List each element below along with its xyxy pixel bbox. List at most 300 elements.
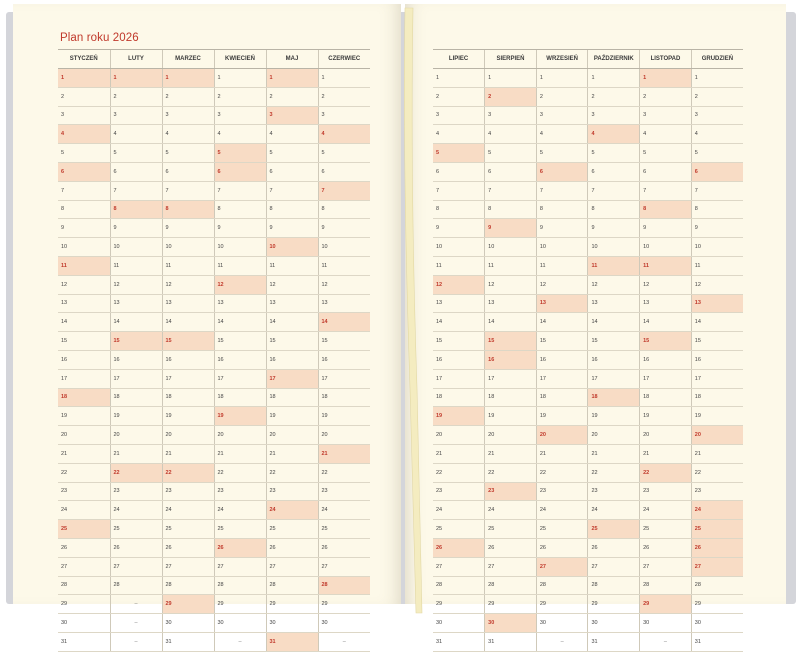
day-cell: 14	[536, 313, 588, 332]
day-cell: 23	[214, 482, 266, 501]
day-cell: 14	[214, 313, 266, 332]
day-cell: 19	[433, 407, 485, 426]
day-row	[433, 520, 743, 539]
day-cell: 25	[536, 520, 588, 539]
day-cell: 15	[318, 332, 370, 351]
day-cell: 24	[536, 501, 588, 520]
day-cell: 28	[214, 576, 266, 595]
day-cell: 5	[536, 144, 588, 163]
day-cell: 17	[433, 369, 485, 388]
day-cell: 23	[640, 482, 692, 501]
day-row	[433, 426, 743, 445]
day-row	[58, 181, 370, 200]
day-cell: 24	[266, 501, 318, 520]
empty-day-cell: –	[110, 614, 162, 633]
day-cell: 16	[214, 350, 266, 369]
day-row	[58, 275, 370, 294]
month-header: LUTY	[110, 50, 162, 69]
day-cell: 12	[162, 275, 214, 294]
day-cell: 25	[588, 520, 640, 539]
day-cell: 13	[640, 294, 692, 313]
day-cell: 12	[318, 275, 370, 294]
day-cell: 30	[162, 614, 214, 633]
day-cell: 24	[433, 501, 485, 520]
day-cell: 8	[214, 200, 266, 219]
day-cell: 2	[640, 87, 692, 106]
day-cell: 11	[691, 256, 743, 275]
day-cell: 13	[318, 294, 370, 313]
day-cell: 29	[162, 595, 214, 614]
day-cell: 4	[162, 125, 214, 144]
empty-day-cell: –	[110, 632, 162, 651]
day-cell: 13	[266, 294, 318, 313]
day-row	[433, 369, 743, 388]
day-cell: 12	[266, 275, 318, 294]
day-cell: 8	[536, 200, 588, 219]
day-cell: 28	[110, 576, 162, 595]
day-cell: 16	[266, 350, 318, 369]
day-cell: 3	[640, 106, 692, 125]
day-cell: 1	[588, 69, 640, 88]
day-cell: 9	[162, 219, 214, 238]
day-cell: 9	[588, 219, 640, 238]
month-header: CZERWIEC	[318, 50, 370, 69]
day-cell: 5	[588, 144, 640, 163]
day-cell: 25	[640, 520, 692, 539]
day-cell: 2	[266, 87, 318, 106]
day-cell: 11	[162, 256, 214, 275]
day-cell: 13	[588, 294, 640, 313]
day-cell: 28	[318, 576, 370, 595]
day-cell: 21	[691, 444, 743, 463]
day-cell: 29	[640, 595, 692, 614]
day-cell: 29	[318, 595, 370, 614]
month-header-row	[58, 50, 370, 69]
day-cell: 7	[691, 181, 743, 200]
day-cell: 15	[110, 332, 162, 351]
day-cell: 11	[318, 256, 370, 275]
day-cell: 22	[433, 463, 485, 482]
day-cell: 26	[433, 538, 485, 557]
day-cell: 15	[691, 332, 743, 351]
day-cell: 3	[214, 106, 266, 125]
day-cell: 6	[58, 162, 110, 181]
day-cell: 8	[58, 200, 110, 219]
day-cell: 31	[58, 632, 110, 651]
day-cell: 13	[214, 294, 266, 313]
day-cell: 13	[58, 294, 110, 313]
day-cell: 22	[214, 463, 266, 482]
month-header: LISTOPAD	[640, 50, 692, 69]
day-cell: 7	[318, 181, 370, 200]
day-cell: 19	[266, 407, 318, 426]
day-cell: 14	[640, 313, 692, 332]
day-cell: 26	[640, 538, 692, 557]
day-cell: 30	[588, 614, 640, 633]
day-cell: 16	[58, 350, 110, 369]
day-cell: 18	[58, 388, 110, 407]
day-cell: 14	[266, 313, 318, 332]
day-cell: 27	[162, 557, 214, 576]
day-cell: 18	[588, 388, 640, 407]
day-cell: 8	[162, 200, 214, 219]
month-header: GRUDZIEŃ	[691, 50, 743, 69]
day-cell: 17	[318, 369, 370, 388]
day-cell: 8	[588, 200, 640, 219]
day-cell: 21	[318, 444, 370, 463]
day-cell: 21	[485, 444, 537, 463]
day-cell: 3	[318, 106, 370, 125]
day-cell: 18	[640, 388, 692, 407]
day-row	[58, 538, 370, 557]
day-cell: 30	[214, 614, 266, 633]
day-row	[433, 69, 743, 88]
day-cell: 25	[318, 520, 370, 539]
day-cell: 5	[318, 144, 370, 163]
day-cell: 16	[691, 350, 743, 369]
day-cell: 11	[110, 256, 162, 275]
day-cell: 20	[110, 426, 162, 445]
day-cell: 30	[485, 614, 537, 633]
day-cell: 1	[536, 69, 588, 88]
day-cell: 19	[640, 407, 692, 426]
day-cell: 15	[588, 332, 640, 351]
day-row	[433, 181, 743, 200]
day-cell: 15	[58, 332, 110, 351]
day-cell: 11	[640, 256, 692, 275]
day-cell: 19	[110, 407, 162, 426]
day-cell: 9	[691, 219, 743, 238]
day-cell: 20	[485, 426, 537, 445]
day-cell: 31	[485, 632, 537, 651]
day-cell: 19	[318, 407, 370, 426]
day-cell: 6	[640, 162, 692, 181]
day-cell: 15	[214, 332, 266, 351]
day-cell: 6	[485, 162, 537, 181]
day-cell: 30	[640, 614, 692, 633]
day-cell: 7	[536, 181, 588, 200]
day-cell: 1	[640, 69, 692, 88]
day-cell: 2	[691, 87, 743, 106]
day-cell: 30	[691, 614, 743, 633]
day-cell: 31	[162, 632, 214, 651]
day-cell: 15	[485, 332, 537, 351]
day-cell: 22	[536, 463, 588, 482]
day-cell: 18	[266, 388, 318, 407]
day-cell: 25	[266, 520, 318, 539]
day-cell: 22	[485, 463, 537, 482]
day-row	[58, 87, 370, 106]
day-cell: 9	[266, 219, 318, 238]
day-cell: 19	[588, 407, 640, 426]
month-header: SIERPIEŃ	[485, 50, 537, 69]
day-cell: 12	[214, 275, 266, 294]
day-cell: 24	[588, 501, 640, 520]
day-cell: 6	[214, 162, 266, 181]
day-row	[58, 313, 370, 332]
day-cell: 25	[691, 520, 743, 539]
day-cell: 4	[588, 125, 640, 144]
day-cell: 19	[58, 407, 110, 426]
day-cell: 7	[433, 181, 485, 200]
day-cell: 28	[640, 576, 692, 595]
month-header: PAŹDZIERNIK	[588, 50, 640, 69]
day-row	[433, 632, 743, 651]
day-cell: 19	[162, 407, 214, 426]
day-cell: 5	[485, 144, 537, 163]
bookmark-ribbon	[402, 8, 424, 613]
day-cell: 5	[640, 144, 692, 163]
day-cell: 13	[433, 294, 485, 313]
day-cell: 3	[433, 106, 485, 125]
day-row	[433, 275, 743, 294]
day-cell: 24	[318, 501, 370, 520]
planner-grid-january-june	[58, 49, 370, 652]
day-row	[433, 557, 743, 576]
month-header: LIPIEC	[433, 50, 485, 69]
day-cell: 10	[214, 238, 266, 257]
day-cell: 3	[485, 106, 537, 125]
day-cell: 23	[110, 482, 162, 501]
day-cell: 12	[433, 275, 485, 294]
day-cell: 18	[485, 388, 537, 407]
day-row	[433, 444, 743, 463]
day-cell: 8	[318, 200, 370, 219]
day-row	[58, 69, 370, 88]
day-cell: 7	[162, 181, 214, 200]
day-row	[58, 350, 370, 369]
day-cell: 16	[318, 350, 370, 369]
day-cell: 15	[640, 332, 692, 351]
day-cell: 16	[588, 350, 640, 369]
day-cell: 16	[110, 350, 162, 369]
day-cell: 17	[110, 369, 162, 388]
day-cell: 14	[110, 313, 162, 332]
day-cell: 20	[691, 426, 743, 445]
empty-day-cell: –	[318, 632, 370, 651]
day-cell: 19	[485, 407, 537, 426]
day-row	[433, 87, 743, 106]
empty-day-cell: –	[640, 632, 692, 651]
day-cell: 24	[58, 501, 110, 520]
day-cell: 13	[536, 294, 588, 313]
day-cell: 20	[640, 426, 692, 445]
day-cell: 2	[588, 87, 640, 106]
day-row	[433, 332, 743, 351]
day-cell: 23	[433, 482, 485, 501]
day-cell: 1	[433, 69, 485, 88]
day-cell: 29	[266, 595, 318, 614]
day-cell: 3	[58, 106, 110, 125]
day-cell: 29	[433, 595, 485, 614]
day-cell: 7	[485, 181, 537, 200]
day-cell: 26	[162, 538, 214, 557]
day-cell: 6	[162, 162, 214, 181]
day-cell: 27	[318, 557, 370, 576]
day-row	[58, 501, 370, 520]
day-cell: 18	[536, 388, 588, 407]
day-row	[433, 144, 743, 163]
day-cell: 26	[691, 538, 743, 557]
day-cell: 22	[110, 463, 162, 482]
day-cell: 4	[266, 125, 318, 144]
day-row	[433, 595, 743, 614]
day-cell: 21	[58, 444, 110, 463]
day-cell: 12	[588, 275, 640, 294]
month-header-row	[433, 50, 743, 69]
day-cell: 25	[110, 520, 162, 539]
day-cell: 31	[588, 632, 640, 651]
day-cell: 7	[110, 181, 162, 200]
month-header: WRZESIEŃ	[536, 50, 588, 69]
day-cell: 14	[433, 313, 485, 332]
day-cell: 10	[536, 238, 588, 257]
day-row	[58, 463, 370, 482]
day-cell: 14	[691, 313, 743, 332]
day-cell: 6	[691, 162, 743, 181]
empty-day-cell: –	[536, 632, 588, 651]
day-cell: 25	[162, 520, 214, 539]
day-cell: 18	[214, 388, 266, 407]
day-cell: 27	[266, 557, 318, 576]
day-cell: 30	[266, 614, 318, 633]
day-cell: 27	[536, 557, 588, 576]
day-cell: 28	[691, 576, 743, 595]
day-cell: 25	[214, 520, 266, 539]
day-cell: 6	[588, 162, 640, 181]
day-cell: 17	[691, 369, 743, 388]
day-cell: 11	[58, 256, 110, 275]
day-cell: 19	[691, 407, 743, 426]
day-cell: 14	[318, 313, 370, 332]
day-cell: 14	[162, 313, 214, 332]
day-cell: 16	[162, 350, 214, 369]
day-row	[58, 595, 370, 614]
day-row	[433, 313, 743, 332]
day-cell: 9	[214, 219, 266, 238]
day-row	[433, 294, 743, 313]
day-cell: 23	[691, 482, 743, 501]
day-cell: 8	[691, 200, 743, 219]
day-cell: 17	[536, 369, 588, 388]
day-row	[58, 444, 370, 463]
day-cell: 10	[162, 238, 214, 257]
day-cell: 9	[318, 219, 370, 238]
day-cell: 17	[588, 369, 640, 388]
day-cell: 11	[536, 256, 588, 275]
day-cell: 2	[110, 87, 162, 106]
day-cell: 20	[58, 426, 110, 445]
day-cell: 16	[485, 350, 537, 369]
day-cell: 10	[691, 238, 743, 257]
day-cell: 10	[640, 238, 692, 257]
day-cell: 10	[58, 238, 110, 257]
day-row	[433, 614, 743, 633]
day-cell: 4	[485, 125, 537, 144]
day-row	[58, 520, 370, 539]
day-cell: 6	[433, 162, 485, 181]
day-cell: 23	[318, 482, 370, 501]
day-cell: 15	[536, 332, 588, 351]
day-cell: 26	[485, 538, 537, 557]
day-row	[58, 388, 370, 407]
day-cell: 8	[485, 200, 537, 219]
day-cell: 9	[485, 219, 537, 238]
day-cell: 23	[266, 482, 318, 501]
day-cell: 12	[58, 275, 110, 294]
day-cell: 28	[433, 576, 485, 595]
day-row	[58, 632, 370, 651]
day-cell: 13	[485, 294, 537, 313]
day-cell: 14	[58, 313, 110, 332]
day-cell: 5	[214, 144, 266, 163]
page-title: Plan roku 2026	[60, 32, 139, 44]
day-cell: 1	[691, 69, 743, 88]
day-cell: 24	[691, 501, 743, 520]
day-cell: 21	[588, 444, 640, 463]
day-cell: 17	[214, 369, 266, 388]
day-cell: 21	[536, 444, 588, 463]
month-header: MARZEC	[162, 50, 214, 69]
day-cell: 31	[691, 632, 743, 651]
day-cell: 21	[640, 444, 692, 463]
day-cell: 5	[110, 144, 162, 163]
day-cell: 6	[536, 162, 588, 181]
day-cell: 6	[318, 162, 370, 181]
day-cell: 26	[318, 538, 370, 557]
day-cell: 4	[58, 125, 110, 144]
day-cell: 5	[58, 144, 110, 163]
day-row	[433, 407, 743, 426]
day-cell: 23	[588, 482, 640, 501]
day-cell: 22	[691, 463, 743, 482]
day-cell: 3	[266, 106, 318, 125]
day-cell: 7	[588, 181, 640, 200]
day-cell: 6	[110, 162, 162, 181]
day-row	[433, 238, 743, 257]
day-cell: 24	[162, 501, 214, 520]
day-cell: 1	[266, 69, 318, 88]
day-cell: 30	[58, 614, 110, 633]
day-row	[58, 238, 370, 257]
day-cell: 10	[433, 238, 485, 257]
day-cell: 11	[433, 256, 485, 275]
day-cell: 3	[691, 106, 743, 125]
day-cell: 9	[536, 219, 588, 238]
day-cell: 27	[588, 557, 640, 576]
day-cell: 12	[485, 275, 537, 294]
day-cell: 26	[58, 538, 110, 557]
day-cell: 20	[433, 426, 485, 445]
day-cell: 4	[691, 125, 743, 144]
day-cell: 23	[58, 482, 110, 501]
day-cell: 2	[214, 87, 266, 106]
day-cell: 22	[640, 463, 692, 482]
day-cell: 24	[214, 501, 266, 520]
day-cell: 22	[58, 463, 110, 482]
day-cell: 22	[162, 463, 214, 482]
day-cell: 21	[266, 444, 318, 463]
day-cell: 26	[214, 538, 266, 557]
day-cell: 4	[110, 125, 162, 144]
day-cell: 13	[162, 294, 214, 313]
day-cell: 21	[214, 444, 266, 463]
day-cell: 20	[588, 426, 640, 445]
day-cell: 22	[266, 463, 318, 482]
day-cell: 1	[214, 69, 266, 88]
day-cell: 12	[691, 275, 743, 294]
day-cell: 2	[318, 87, 370, 106]
